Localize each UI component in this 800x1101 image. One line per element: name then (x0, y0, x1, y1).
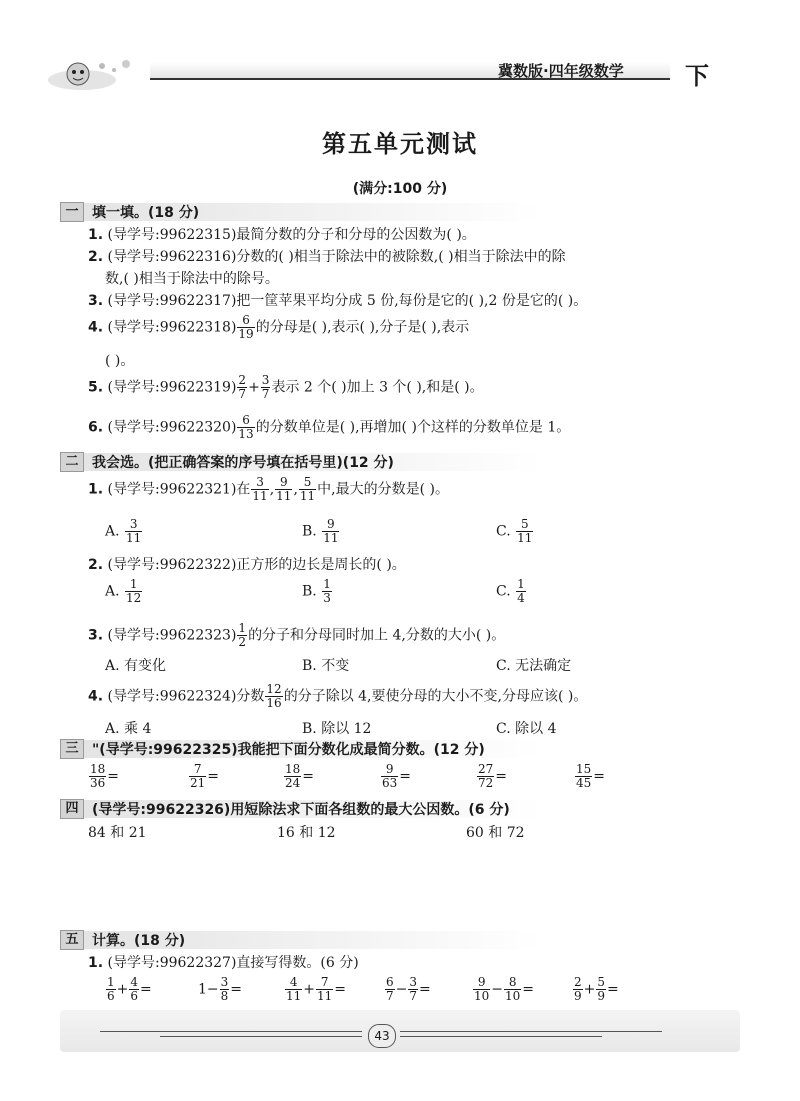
simplify-item: $\frac{7}{21}$ = (190, 762, 220, 790)
edition-label: 冀数版·四年级数学 (498, 62, 624, 80)
option-c: C. $\frac{5}{11}$ (496, 517, 533, 545)
footer-rule (400, 1036, 602, 1037)
simplify-item: $\frac{27}{72}$ = (478, 762, 508, 790)
section-number: 一 (60, 202, 84, 222)
gcd-pair: 60 和 72 (466, 825, 525, 841)
section-title: 计算。(18 分) (92, 933, 186, 949)
option-c: C. 无法确定 (496, 658, 572, 674)
option-a: A. $\frac{3}{11}$ (105, 517, 142, 545)
section-5-header (60, 930, 185, 950)
option-c: C. $\frac{1}{4}$ (496, 577, 525, 605)
section-title: 填一填。(18 分) (92, 205, 200, 221)
footer-rule (160, 1036, 362, 1037)
full-score: (满分:100 分) (352, 181, 448, 197)
option-a: A. 乘 4 (105, 721, 152, 737)
section-title: (导学号:99622326)用短除法求下面各组数的最大公因数。(6 分) (92, 802, 510, 818)
calc-item: 1− $\frac{3}{8}$ = (198, 975, 243, 1003)
question-1-3: 3. (导学号:99622317)把一筐苹果平均分成 5 份,每份是它的( ),2 份是它的( )。 (88, 293, 588, 309)
question-2-3: 3. (导学号:99622323) $\frac{1}{2}$ 的分子和分母同时加上 4,分数的大小( )。 (88, 621, 506, 649)
page-number: 43 (368, 1024, 396, 1048)
section-4-header (60, 799, 510, 819)
simplify-item: $\frac{9}{63}$ = (382, 762, 412, 790)
calc-item: $\frac{1}{6}$ + $\frac{4}{6}$ = (107, 975, 152, 1003)
simplify-item: $\frac{18}{36}$ = (90, 762, 120, 790)
question-1-5: 5. (导学号:99622319) $\frac{2}{7}$ + $\frac{3}{7}$ 表示 2 个( )加上 3 个( ),和是( )。 (88, 373, 484, 401)
section-1-header (60, 202, 199, 222)
question-5-1: 1. (导学号:99622327)直接写得数。(6 分) (88, 955, 359, 971)
simplify-item: $\frac{18}{24}$ = (285, 762, 315, 790)
question-2-4: 4. (导学号:99622324)分数 $\frac{12}{16}$ 的分子除以 4,要使分母的大小不变,分母应该( )。 (88, 682, 588, 710)
option-a: A. 有变化 (105, 658, 167, 674)
fraction: $\frac{6}{19}$ (238, 313, 254, 341)
calc-item: $\frac{4}{11}$ + $\frac{7}{11}$ = (286, 975, 347, 1003)
gcd-pair: 84 和 21 (88, 825, 147, 841)
option-b: B. 除以 12 (302, 721, 372, 737)
section-2-header (60, 452, 394, 472)
section-number: 五 (60, 930, 84, 950)
option-a: A. $\frac{1}{12}$ (105, 577, 142, 605)
question-2-2: 2. (导学号:99622322)正方形的边长是周长的( )。 (88, 557, 406, 573)
mascot-logo (42, 52, 142, 92)
question-1-6: 6. (导学号:99622320) $\frac{6}{13}$ 的分数单位是( ),再增加( )个这样的分数单位是 1。 (88, 413, 571, 441)
question-1-1: 1. (导学号:99622315)最简分数的分子和分母的公因数为( )。 (88, 227, 476, 243)
calc-item: $\frac{9}{10}$ − $\frac{8}{10}$ = (474, 975, 535, 1003)
section-number: 二 (60, 452, 84, 472)
calc-item: $\frac{6}{7}$ − $\frac{3}{7}$ = (386, 975, 431, 1003)
question-2-1: 1. (导学号:99622321)在 $\frac{3}{11}$ , $\frac{9}{11}$ , $\frac{5}{11}$ 中,最大的分数是( )。 (88, 475, 449, 503)
simplify-item: $\frac{15}{45}$ = (576, 762, 606, 790)
section-number: 四 (60, 799, 84, 819)
question-1-4: 4. (导学号:99622318) $\frac{6}{19}$ 的分母是( ),表示( ),分子是( ),表示 (88, 313, 470, 341)
calc-item: $\frac{2}{9}$ + $\frac{5}{9}$ = (574, 975, 619, 1003)
question-1-4-cont: ( )。 (105, 353, 135, 369)
question-1-2-cont: 数,( )相当于除法中的除号。 (105, 271, 279, 287)
footer-rule (100, 1031, 362, 1032)
option-b: B. $\frac{1}{3}$ (302, 577, 331, 605)
section-number: 三 (60, 739, 84, 759)
option-b: B. $\frac{9}{11}$ (302, 517, 339, 545)
question-1-2: 2. (导学号:99622316)分数的( )相当于除法中的被除数,( )相当于除法中的除 (88, 249, 566, 265)
section-title: 我会选。(把正确答案的序号填在括号里)(12 分) (92, 455, 394, 471)
section-3-header (60, 739, 485, 759)
gcd-pair: 16 和 12 (277, 825, 336, 841)
page-title: 第五单元测试 (322, 130, 478, 158)
footer-rule (400, 1031, 662, 1032)
option-b: B. 不变 (302, 658, 350, 674)
section-title: "(导学号:99622325)我能把下面分数化成最简分数。(12 分) (92, 742, 485, 758)
option-c: C. 除以 4 (496, 721, 557, 737)
volume-label: 下 (685, 62, 709, 90)
